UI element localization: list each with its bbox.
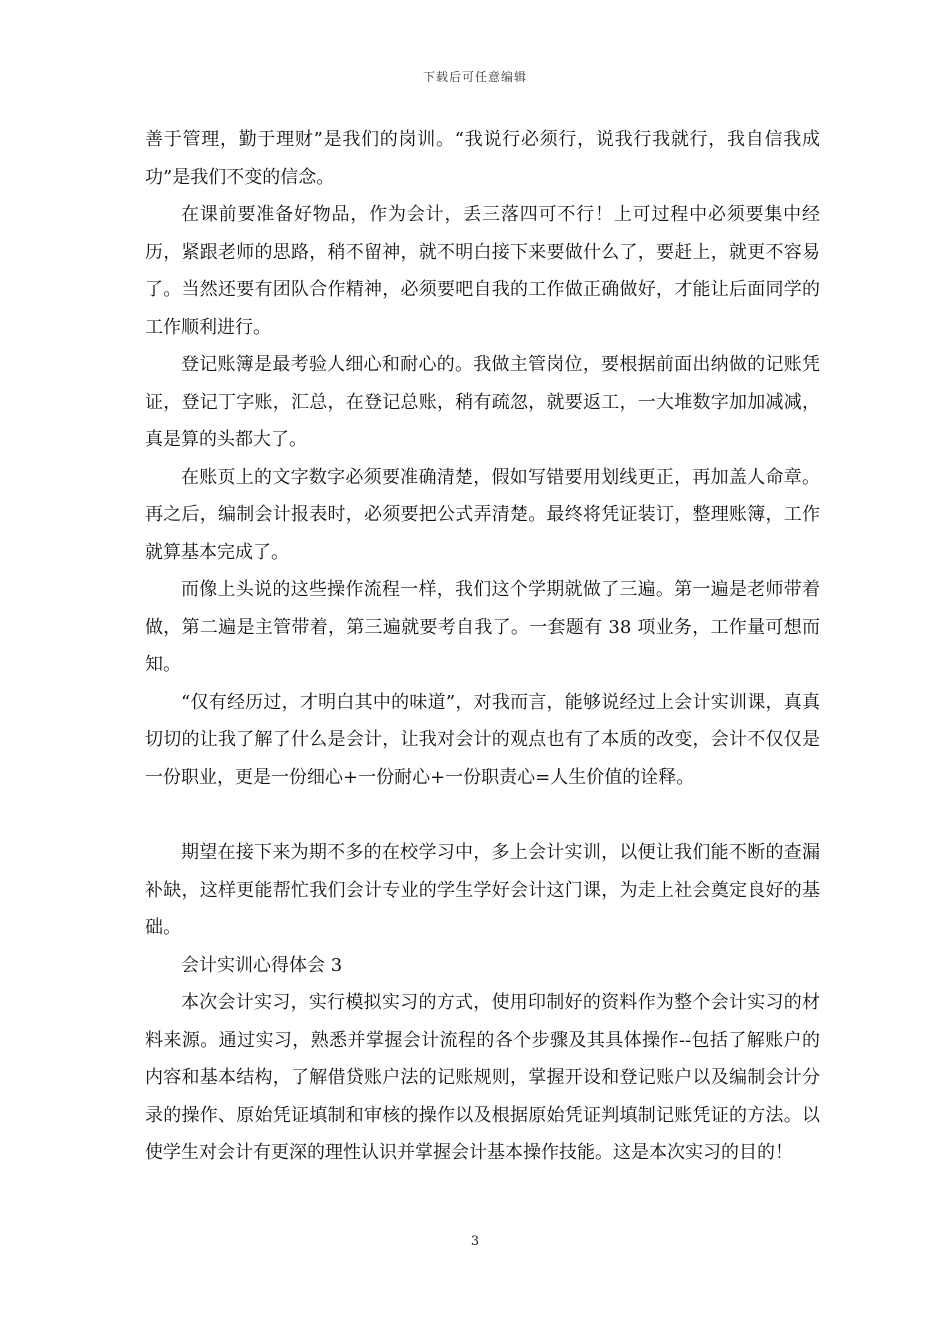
page-number: 3 [470, 1234, 480, 1249]
paragraph-accuracy: 在账页上的文字数字必须要准确清楚，假如写错要用划线更正，再加盖人命章。再之后，编制会计报表时，必须要把公式弄清楚。最终将凭证装订，整理账簿，工作就算基本完成了。 [145, 466, 820, 563]
paragraph-preparation: 在课前要准备好物品，作为会计，丢三落四可不行！上可过程中必须要集中经历，紧跟老师的思路，稍不留神，就不明白接下来要做什么了，要赶上，就更不容易了。当然还要有团队合作精神，必须要吧自我的工作做正确做好，才能让后面同学的工作顺利进行。 [145, 204, 820, 338]
paragraph-spacer [145, 796, 820, 834]
paragraph-three-rounds: 而像上头说的这些操作流程一样，我们这个学期就做了三遍。第一遍是老师带着做，第二遍是主管带着，第三遍就要考自我了。一套题有 38 项业务，工作量可想而知。 [145, 579, 820, 675]
paragraph-expectation: 期望在接下来为期不多的在校学习中，多上会计实训，以便让我们能不断的查漏补缺，这样更能帮忙我们会计专业的学生学好会计这门课，为走上社会奠定良好的基础。 [145, 842, 820, 938]
page-header: 下载后可任意编辑 [422, 70, 527, 84]
section-heading: 会计实训心得体会 3 [181, 954, 343, 976]
paragraph-internship-purpose: 本次会计实习，实行模拟实习的方式，使用印制好的资料作为整个会计实习的材料来源。通过实习，熟悉并掌握会计流程的各个步骤及其具体操作--包括了解账户的内容和基本结构，了解借贷账户法的记账规则，掌握开设和登记账户以及编制会计分录的操作、原始凭证填制和审核的操作以及根据原始凭证判填制记账凭证的方法。以使学生对会计有更深的理性认识并掌握会计基本操作技能。这是本次实习的目的！ [145, 992, 820, 1163]
paragraph-ledger: 登记账簿是最考验人细心和耐心的。我做主管岗位，要根据前面出纳做的记账凭证，登记丁字账，汇总，在登记总账，稍有疏忽，就要返工，一大堆数字加加减减，真是算的头都大了。 [145, 354, 820, 450]
paragraph-motto: 善于管理，勤于理财”是我们的岗训。“我说行必须行，说我行我就行，我自信我成功”是我们不变的信念。 [145, 129, 820, 188]
paragraph-reflection: “仅有经历过，才明白其中的味道”，对我而言，能够说经过上会计实训课，真真切切的让我了解了什么是会计，让我对会计的观点也有了本质的改变，会计不仅仅是一份职业，更是一份细心+一份耐心+一份职责心=人生价值的诠释。 [145, 691, 820, 788]
document-body [145, 121, 820, 1172]
